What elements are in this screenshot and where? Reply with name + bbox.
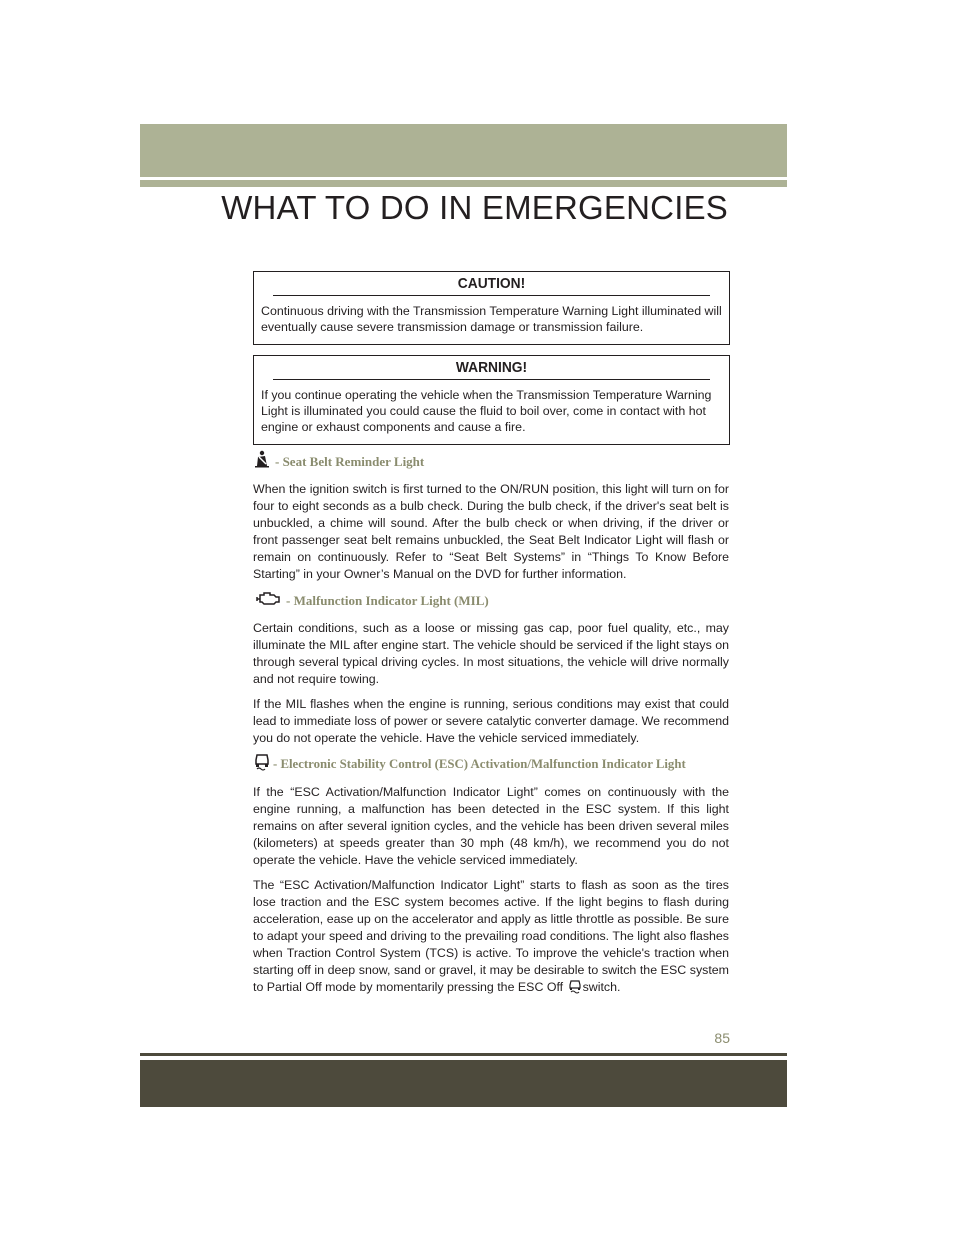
header-rule <box>140 180 787 187</box>
seatbelt-heading <box>253 450 729 472</box>
caution-box <box>253 271 730 345</box>
esc-icon <box>253 753 271 775</box>
esc-paragraph-2-end: switch. <box>582 980 621 994</box>
mil-paragraph-2: If the MIL flashes when the engine is running, serious conditions may exist that could lead to immediate loss of power or severe catalytic converter damage. We recommend you do not operate the vehicle. Have the vehicle serviced immediately. <box>253 697 729 745</box>
warning-text: If you continue operating the vehicle when the Transmission Temperature Warning Light is illuminated you could cause the fluid to boil over, come in contact with hot engine or exhaust components and cause a fire. <box>261 388 712 434</box>
header-band <box>140 124 787 177</box>
seatbelt-heading-text: - Seat Belt Reminder Light <box>275 453 425 469</box>
mil-paragraph-1: Certain conditions, such as a loose or missing gas cap, poor fuel quality, etc., may illuminate the MIL after engine start. The vehicle should be serviced if the light stays on through several typical driving cycles. In most situations, the vehicle will drive normally and not require towing. <box>253 621 729 686</box>
footer-band <box>140 1060 787 1107</box>
page-number: 85 <box>714 1030 730 1046</box>
caution-heading: CAUTION! <box>273 272 710 296</box>
footer-rule <box>140 1053 787 1056</box>
seat-belt-icon <box>253 450 271 472</box>
esc-heading <box>253 753 729 775</box>
esc-off-icon <box>569 980 581 999</box>
engine-icon <box>256 589 282 611</box>
esc-heading-text: - Electronic Stability Control (ESC) Activation/Malfunction Indicator Light <box>273 756 686 771</box>
esc-paragraph-1: If the “ESC Activation/Malfunction Indicator Light” comes on continuously with the engine running, a malfunction has been detected in the ESC system. If this light remains on after several ignition cycles, and the vehicle has been driven several miles (kilometers) at speeds greater than 30 mph (48 km/h), we recommend you do not operate the vehicle. Have the vehicle serviced immediately. <box>253 785 729 867</box>
esc-paragraph-2-text: The “ESC Activation/Malfunction Indicator Light” starts to flash as soon as the tires lose traction and the ESC system becomes active. If the light begins to flash during acceleration, ease up on the accelerator and apply as little throttle as possible. Be sure to adapt your speed and driving to the prevailing road conditions. The light also flashes when Traction Control System (TCS) is active. To improve the vehicle's traction when starting off in deep snow, sand or gravel, it may be desirable to switch the ESC system to Partial Off mode by momentarily pressing the ESC Off <box>253 878 729 994</box>
warning-heading: WARNING! <box>273 356 710 380</box>
mil-section <box>253 589 729 747</box>
page-title: WHAT TO DO IN EMERGENCIES <box>221 189 728 226</box>
mil-heading <box>253 589 729 611</box>
warning-box <box>253 355 730 445</box>
esc-section <box>253 753 729 999</box>
seatbelt-paragraph: When the ignition switch is first turned to the ON/RUN position, this light will turn on for four to eight seconds as a bulb check. During the bulb check, if the driver's seat belt is unbuckled, a chime will sound. After the bulb check or when driving, if the driver or front passenger seat belt remains unbuckled, the Seat Belt Indicator Light will flash or remain on continuously. Refer to “Seat Belt Systems” in “Things To Know Before Starting” in your Owner’s Manual on the DVD for further information. <box>253 482 729 581</box>
esc-paragraph-2 <box>253 877 729 999</box>
seatbelt-section <box>253 450 729 583</box>
mil-heading-text: - Malfunction Indicator Light (MIL) <box>286 592 489 608</box>
caution-text: Continuous driving with the Transmission Temperature Warning Light illuminated will eventually cause severe transmission damage or transmission failure. <box>261 304 722 334</box>
